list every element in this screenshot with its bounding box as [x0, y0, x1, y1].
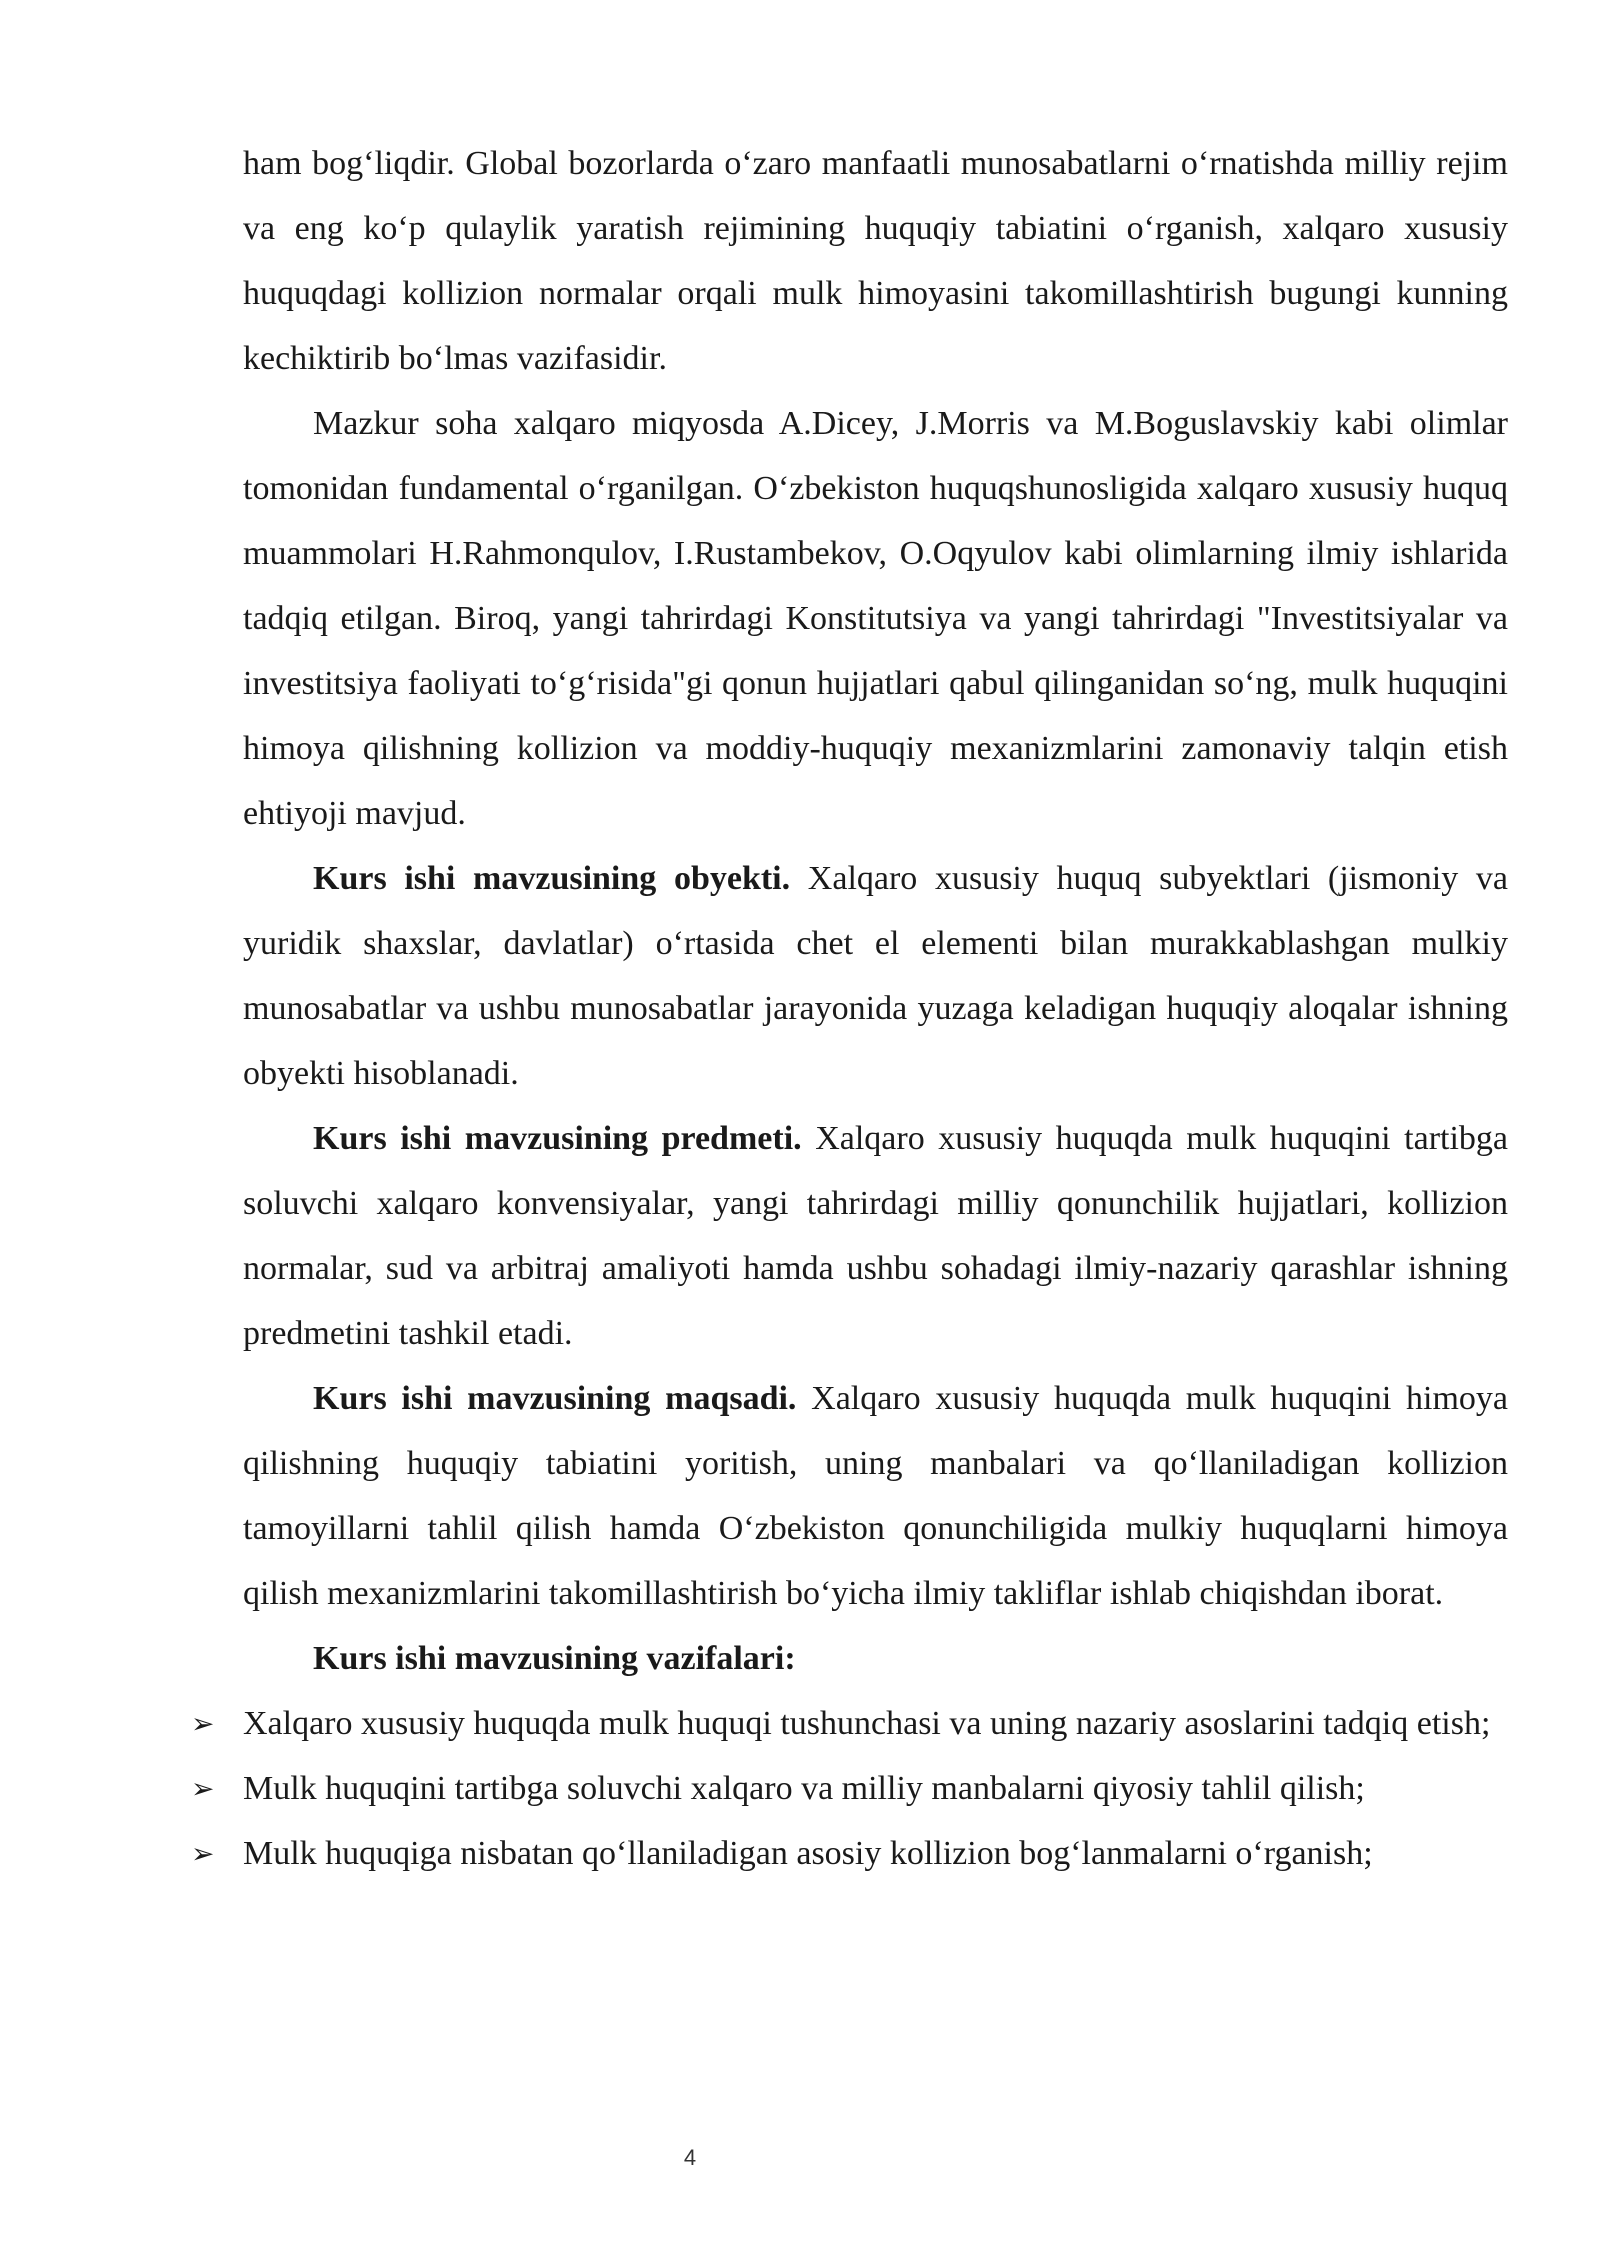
arrowhead-bullet-icon: ➢ [191, 1772, 215, 1805]
task-text: Xalqaro xususiy huquqda mulk huquqi tushunchasi va uning nazariy asoslarini tadqiq etish; [243, 1705, 1491, 1742]
paragraph-lead: Kurs ishi mavzusining predmeti. [313, 1120, 802, 1157]
paragraph-text: Xalqaro xususiy huquq subyektlari (jismoniy va yuridik shaxslar, davlatlar) o‘rtasida chet el elementi bilan murakkablashgan mulkiy munosabatlar va ushbu munosabatlar jarayonida yuzaga keladigan huquqiy aloqalar ishning obyekti hisoblanadi. [243, 860, 1509, 1092]
paragraph-scholars [243, 391, 1508, 846]
list-item [191, 1821, 1508, 1886]
paragraph-continuation [243, 131, 1508, 391]
paragraph-text: Xalqaro xususiy huquqda mulk huquqini tartibga soluvchi xalqaro konvensiyalar, yangi tahrirdagi milliy qonunchilik hujjatlari, kollizion normalar, sud va arbitraj amaliyoti hamda ushbu sohadagi ilmiy-nazariy qarashlar ishning predmetini tashkil etadi. [243, 1120, 1508, 1352]
paragraph-lead: Kurs ishi mavzusining obyekti. [313, 860, 791, 897]
paragraph-lead: Kurs ishi mavzusining maqsadi. [313, 1380, 797, 1417]
paragraph-text: Mazkur soha xalqaro miqyosda A.Dicey, J.Morris va M.Boguslavskiy kabi olimlar tomonidan fundamental o‘rganilgan. O‘zbekiston huquqshunosligida xalqaro xususiy huquq muammolari H.Rahmonqulov, I.Rustambekov, O.Oqyulov kabi olimlarning ilmiy ishlarida tadqiq etilgan. Biroq, yangi tahrirdagi Konstitutsiya va yangi tahrirdagi "Investitsiyalar va investitsiya faoliyati to‘g‘risida"gi qonun hujjatlari qabul qilinganidan so‘ng, mulk huquqini himoya qilishning kollizion va moddiy-huquqiy mexanizmlarini zamonaviy talqin etish ehtiyoji mavjud. [243, 405, 1508, 832]
paragraph-object [243, 846, 1508, 1106]
paragraph-subject [243, 1106, 1508, 1366]
paragraph-text: ham bog‘liqdir. Global bozorlarda o‘zaro manfaatli munosabatlarni o‘rnatishda milliy rejim va eng ko‘p qulaylik yaratish rejimining huquqiy tabiatini o‘rganish, xalqaro xususiy huquqdagi kollizion normalar orqali mulk himoyasini takomillashtirish bugungi kunning kechiktirib bo‘lmas vazifasidir. [243, 145, 1508, 377]
list-item [191, 1756, 1508, 1821]
paragraph-text: Xalqaro xususiy huquqda mulk huquqini himoya qilishning huquqiy tabiatini yoritish, uning manbalari va qo‘llaniladigan kollizion tamoyillarni tahlil qilish hamda O‘zbekiston qonunchiligida mulkiy huquqlarni himoya qilish mexanizmlarini takomillashtirish bo‘yicha ilmiy takliflar ishlab chiqishdan iborat. [243, 1380, 1508, 1612]
page-number: 4 [683, 2145, 697, 2170]
arrowhead-bullet-icon: ➢ [191, 1707, 215, 1740]
paragraph-goal [243, 1366, 1508, 1626]
list-item [191, 1691, 1508, 1756]
task-text: Mulk huquqini tartibga soluvchi xalqaro va milliy manbalarni qiyosiy tahlil qilish; [243, 1770, 1365, 1807]
tasks-list [191, 1691, 1508, 1886]
tasks-heading: Kurs ishi mavzusining vazifalari: [313, 1640, 796, 1677]
task-text: Mulk huquqiga nisbatan qo‘llaniladigan asosiy kollizion bog‘lanmalarni o‘rganish; [243, 1835, 1373, 1872]
body-text [191, 131, 1509, 1886]
arrowhead-bullet-icon: ➢ [191, 1837, 215, 1870]
